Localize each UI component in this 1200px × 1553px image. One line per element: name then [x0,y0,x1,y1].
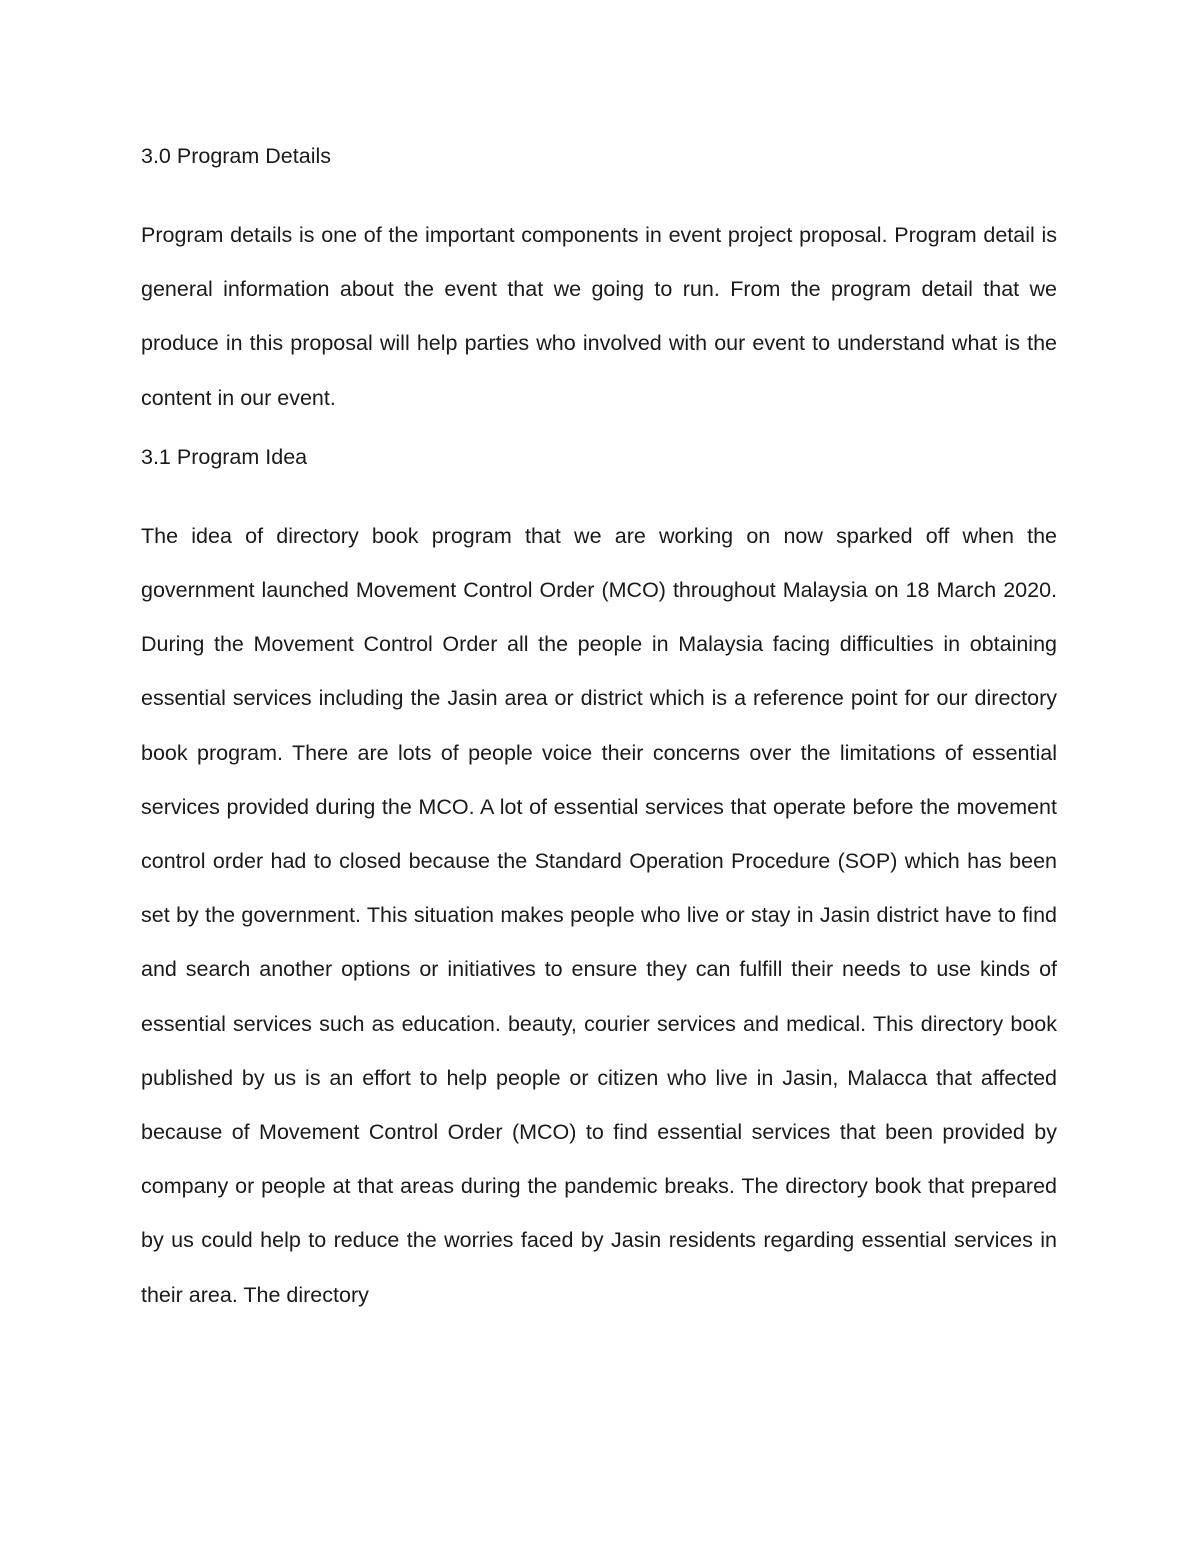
section-heading-program-details: 3.0 Program Details [141,144,331,168]
section-heading-program-idea: 3.1 Program Idea [141,444,308,469]
paragraph-program-details: Program details is one of the important components in event project proposal. Program detail is general information about the event that we going to run. From the program detail that we produce in this proposal will help parties who involved with our event to understand what is the content in our event. [141,223,1057,410]
paragraph-program-idea: The idea of directory book program that we are working on now sparked off when the government launched Movement Control Order (MCO) throughout Malaysia on 18 March 2020. During the Movement Control Order all the people in Malaysia facing difficulties in obtaining essential services including the Jasin area or district which is a reference point for our directory book program. There are lots of people voice their concerns over the limitations of essential services provided during the MCO. A lot of essential services that operate before the movement control order had to closed because the Standard Operation Procedure (SOP) which has been set by the government. This situation makes people who live or stay in Jasin district have to find and search another options or initiatives to ensure they can fulfill their needs to use kinds of essential services such as education. beauty, courier services and medical. This directory book published by us is an effort to help people or citizen who live in Jasin, Malacca that affected because of Movement Control Order (MCO) to find essential services that been provided by company or people at that areas during the pandemic breaks. The directory book that prepared by us could help to reduce the worries faced by Jasin residents regarding essential services in their area. The directory [141,523,1057,1307]
